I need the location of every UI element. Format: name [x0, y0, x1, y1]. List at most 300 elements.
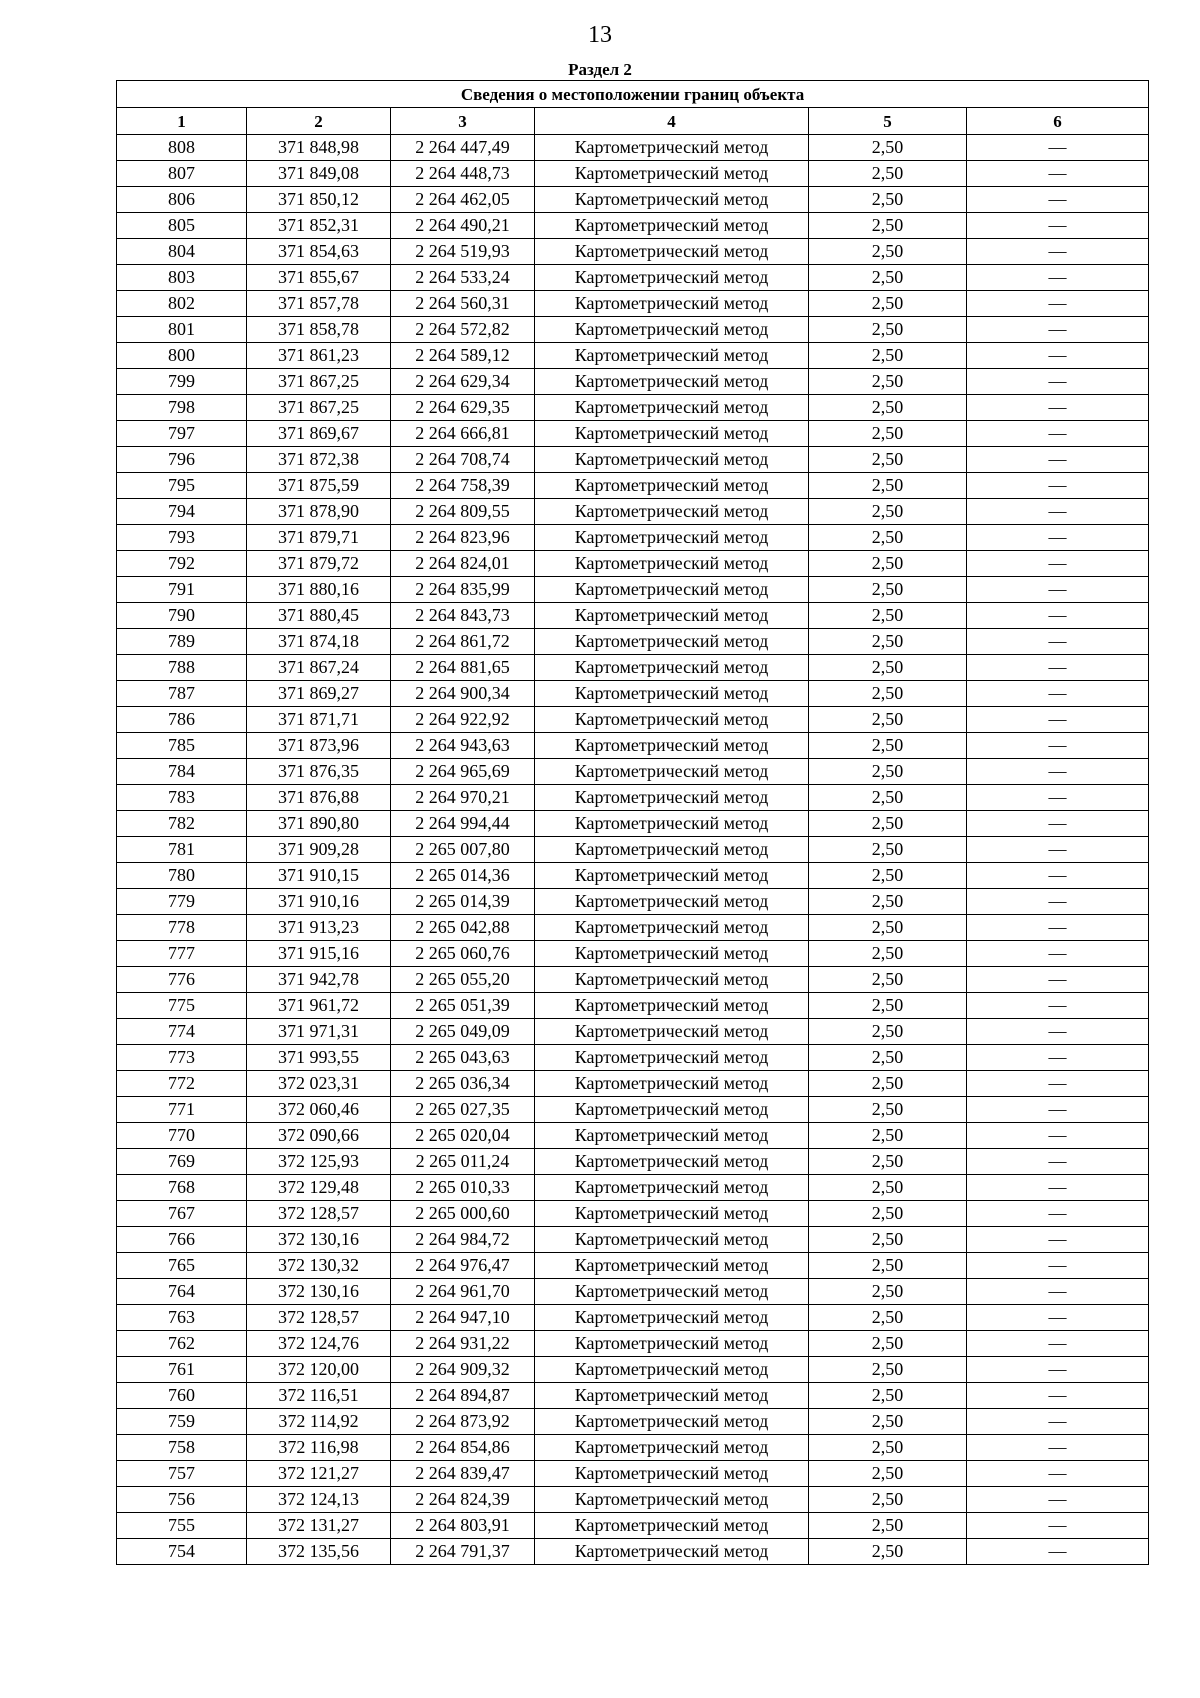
note-cell: — [967, 1201, 1149, 1227]
point-number-cell: 763 [117, 1305, 247, 1331]
y-coordinate-cell: 2 264 490,21 [391, 213, 535, 239]
point-number-cell: 778 [117, 915, 247, 941]
table-row [117, 681, 1149, 707]
note-cell: — [967, 1071, 1149, 1097]
table-row [117, 1123, 1149, 1149]
x-coordinate-cell: 371 849,08 [247, 161, 391, 187]
method-cell: Картометрический метод [535, 941, 809, 967]
table-row [117, 967, 1149, 993]
point-number-cell: 798 [117, 395, 247, 421]
method-cell: Картометрический метод [535, 889, 809, 915]
note-cell: — [967, 1175, 1149, 1201]
x-coordinate-cell: 371 879,72 [247, 551, 391, 577]
boundary-coordinates-table [116, 80, 1149, 1565]
point-number-cell: 773 [117, 1045, 247, 1071]
point-number-cell: 803 [117, 265, 247, 291]
table-caption-row [117, 81, 1149, 108]
note-cell: — [967, 1019, 1149, 1045]
accuracy-cell: 2,50 [809, 1123, 967, 1149]
table-row [117, 1305, 1149, 1331]
point-number-cell: 790 [117, 603, 247, 629]
point-number-cell: 772 [117, 1071, 247, 1097]
y-coordinate-cell: 2 264 519,93 [391, 239, 535, 265]
note-cell: — [967, 239, 1149, 265]
point-number-cell: 793 [117, 525, 247, 551]
table-row [117, 447, 1149, 473]
note-cell: — [967, 1227, 1149, 1253]
y-coordinate-cell: 2 264 843,73 [391, 603, 535, 629]
accuracy-cell: 2,50 [809, 655, 967, 681]
point-number-cell: 804 [117, 239, 247, 265]
table-row [117, 1071, 1149, 1097]
note-cell: — [967, 447, 1149, 473]
table-row [117, 239, 1149, 265]
y-coordinate-cell: 2 265 060,76 [391, 941, 535, 967]
point-number-cell: 771 [117, 1097, 247, 1123]
y-coordinate-cell: 2 265 011,24 [391, 1149, 535, 1175]
y-coordinate-cell: 2 264 894,87 [391, 1383, 535, 1409]
x-coordinate-cell: 372 023,31 [247, 1071, 391, 1097]
note-cell: — [967, 343, 1149, 369]
accuracy-cell: 2,50 [809, 135, 967, 161]
x-coordinate-cell: 371 871,71 [247, 707, 391, 733]
x-coordinate-cell: 371 910,15 [247, 863, 391, 889]
x-coordinate-cell: 371 876,88 [247, 785, 391, 811]
accuracy-cell: 2,50 [809, 161, 967, 187]
note-cell: — [967, 187, 1149, 213]
x-coordinate-cell: 371 880,16 [247, 577, 391, 603]
y-coordinate-cell: 2 264 447,49 [391, 135, 535, 161]
y-coordinate-cell: 2 264 666,81 [391, 421, 535, 447]
y-coordinate-cell: 2 265 000,60 [391, 1201, 535, 1227]
column-header: 5 [809, 108, 967, 135]
accuracy-cell: 2,50 [809, 395, 967, 421]
note-cell: — [967, 1487, 1149, 1513]
method-cell: Картометрический метод [535, 993, 809, 1019]
y-coordinate-cell: 2 265 055,20 [391, 967, 535, 993]
accuracy-cell: 2,50 [809, 551, 967, 577]
y-coordinate-cell: 2 265 007,80 [391, 837, 535, 863]
accuracy-cell: 2,50 [809, 785, 967, 811]
method-cell: Картометрический метод [535, 421, 809, 447]
y-coordinate-cell: 2 264 809,55 [391, 499, 535, 525]
y-coordinate-cell: 2 264 909,32 [391, 1357, 535, 1383]
table-row [117, 1357, 1149, 1383]
y-coordinate-cell: 2 264 589,12 [391, 343, 535, 369]
accuracy-cell: 2,50 [809, 1019, 967, 1045]
accuracy-cell: 2,50 [809, 1253, 967, 1279]
x-coordinate-cell: 371 913,23 [247, 915, 391, 941]
table-row [117, 1461, 1149, 1487]
y-coordinate-cell: 2 265 042,88 [391, 915, 535, 941]
table-row [117, 265, 1149, 291]
method-cell: Картометрический метод [535, 1045, 809, 1071]
accuracy-cell: 2,50 [809, 213, 967, 239]
method-cell: Картометрический метод [535, 1019, 809, 1045]
note-cell: — [967, 837, 1149, 863]
method-cell: Картометрический метод [535, 291, 809, 317]
y-coordinate-cell: 2 264 961,70 [391, 1279, 535, 1305]
x-coordinate-cell: 371 857,78 [247, 291, 391, 317]
method-cell: Картометрический метод [535, 395, 809, 421]
y-coordinate-cell: 2 265 014,39 [391, 889, 535, 915]
y-coordinate-cell: 2 264 839,47 [391, 1461, 535, 1487]
accuracy-cell: 2,50 [809, 1071, 967, 1097]
table-row [117, 525, 1149, 551]
x-coordinate-cell: 372 121,27 [247, 1461, 391, 1487]
y-coordinate-cell: 2 265 010,33 [391, 1175, 535, 1201]
point-number-cell: 769 [117, 1149, 247, 1175]
y-coordinate-cell: 2 265 014,36 [391, 863, 535, 889]
method-cell: Картометрический метод [535, 1123, 809, 1149]
y-coordinate-cell: 2 264 448,73 [391, 161, 535, 187]
point-number-cell: 766 [117, 1227, 247, 1253]
point-number-cell: 777 [117, 941, 247, 967]
accuracy-cell: 2,50 [809, 603, 967, 629]
x-coordinate-cell: 371 858,78 [247, 317, 391, 343]
method-cell: Картометрический метод [535, 1149, 809, 1175]
y-coordinate-cell: 2 264 629,34 [391, 369, 535, 395]
point-number-cell: 799 [117, 369, 247, 395]
x-coordinate-cell: 371 873,96 [247, 733, 391, 759]
accuracy-cell: 2,50 [809, 811, 967, 837]
table-row [117, 135, 1149, 161]
table-row [117, 1227, 1149, 1253]
table-row [117, 1279, 1149, 1305]
table-row [117, 941, 1149, 967]
table-row [117, 161, 1149, 187]
point-number-cell: 761 [117, 1357, 247, 1383]
accuracy-cell: 2,50 [809, 707, 967, 733]
accuracy-cell: 2,50 [809, 525, 967, 551]
x-coordinate-cell: 371 852,31 [247, 213, 391, 239]
method-cell: Картометрический метод [535, 577, 809, 603]
point-number-cell: 794 [117, 499, 247, 525]
x-coordinate-cell: 371 874,18 [247, 629, 391, 655]
table-row [117, 1201, 1149, 1227]
table-body [117, 135, 1149, 1565]
table-row [117, 629, 1149, 655]
table-row [117, 1409, 1149, 1435]
y-coordinate-cell: 2 264 823,96 [391, 525, 535, 551]
y-coordinate-cell: 2 264 533,24 [391, 265, 535, 291]
table-row [117, 317, 1149, 343]
point-number-cell: 762 [117, 1331, 247, 1357]
point-number-cell: 792 [117, 551, 247, 577]
method-cell: Картометрический метод [535, 603, 809, 629]
note-cell: — [967, 1539, 1149, 1565]
point-number-cell: 795 [117, 473, 247, 499]
column-header: 3 [391, 108, 535, 135]
accuracy-cell: 2,50 [809, 1539, 967, 1565]
x-coordinate-cell: 371 879,71 [247, 525, 391, 551]
x-coordinate-cell: 371 878,90 [247, 499, 391, 525]
accuracy-cell: 2,50 [809, 1383, 967, 1409]
method-cell: Картометрический метод [535, 161, 809, 187]
note-cell: — [967, 525, 1149, 551]
method-cell: Картометрический метод [535, 1383, 809, 1409]
x-coordinate-cell: 371 867,25 [247, 395, 391, 421]
table-row [117, 863, 1149, 889]
column-header: 6 [967, 108, 1149, 135]
x-coordinate-cell: 372 129,48 [247, 1175, 391, 1201]
point-number-cell: 802 [117, 291, 247, 317]
table-row [117, 889, 1149, 915]
table-row [117, 837, 1149, 863]
accuracy-cell: 2,50 [809, 1227, 967, 1253]
note-cell: — [967, 577, 1149, 603]
method-cell: Картометрический метод [535, 473, 809, 499]
accuracy-cell: 2,50 [809, 889, 967, 915]
accuracy-cell: 2,50 [809, 291, 967, 317]
note-cell: — [967, 1461, 1149, 1487]
accuracy-cell: 2,50 [809, 369, 967, 395]
method-cell: Картометрический метод [535, 1071, 809, 1097]
point-number-cell: 776 [117, 967, 247, 993]
note-cell: — [967, 889, 1149, 915]
method-cell: Картометрический метод [535, 343, 809, 369]
method-cell: Картометрический метод [535, 499, 809, 525]
point-number-cell: 785 [117, 733, 247, 759]
note-cell: — [967, 1357, 1149, 1383]
x-coordinate-cell: 371 867,24 [247, 655, 391, 681]
method-cell: Картометрический метод [535, 1331, 809, 1357]
table-row [117, 1539, 1149, 1565]
accuracy-cell: 2,50 [809, 1279, 967, 1305]
method-cell: Картометрический метод [535, 811, 809, 837]
x-coordinate-cell: 371 971,31 [247, 1019, 391, 1045]
section-title: Раздел 2 [568, 60, 632, 79]
method-cell: Картометрический метод [535, 1201, 809, 1227]
table-row [117, 1045, 1149, 1071]
point-number-cell: 755 [117, 1513, 247, 1539]
point-number-cell: 765 [117, 1253, 247, 1279]
point-number-cell: 787 [117, 681, 247, 707]
point-number-cell: 756 [117, 1487, 247, 1513]
accuracy-cell: 2,50 [809, 1461, 967, 1487]
point-number-cell: 805 [117, 213, 247, 239]
note-cell: — [967, 629, 1149, 655]
note-cell: — [967, 1305, 1149, 1331]
accuracy-cell: 2,50 [809, 447, 967, 473]
note-cell: — [967, 1097, 1149, 1123]
accuracy-cell: 2,50 [809, 1435, 967, 1461]
y-coordinate-cell: 2 265 027,35 [391, 1097, 535, 1123]
y-coordinate-cell: 2 264 462,05 [391, 187, 535, 213]
table-row [117, 343, 1149, 369]
table-row [117, 811, 1149, 837]
y-coordinate-cell: 2 264 803,91 [391, 1513, 535, 1539]
x-coordinate-cell: 371 909,28 [247, 837, 391, 863]
x-coordinate-cell: 372 090,66 [247, 1123, 391, 1149]
point-number-cell: 770 [117, 1123, 247, 1149]
note-cell: — [967, 1435, 1149, 1461]
column-header: 1 [117, 108, 247, 135]
method-cell: Картометрический метод [535, 317, 809, 343]
accuracy-cell: 2,50 [809, 681, 967, 707]
table-row [117, 369, 1149, 395]
method-cell: Картометрический метод [535, 135, 809, 161]
method-cell: Картометрический метод [535, 525, 809, 551]
point-number-cell: 779 [117, 889, 247, 915]
x-coordinate-cell: 371 855,67 [247, 265, 391, 291]
note-cell: — [967, 759, 1149, 785]
note-cell: — [967, 915, 1149, 941]
method-cell: Картометрический метод [535, 1487, 809, 1513]
accuracy-cell: 2,50 [809, 837, 967, 863]
method-cell: Картометрический метод [535, 239, 809, 265]
note-cell: — [967, 1253, 1149, 1279]
x-coordinate-cell: 372 128,57 [247, 1201, 391, 1227]
method-cell: Картометрический метод [535, 655, 809, 681]
method-cell: Картометрический метод [535, 1175, 809, 1201]
x-coordinate-cell: 371 942,78 [247, 967, 391, 993]
note-cell: — [967, 1409, 1149, 1435]
method-cell: Картометрический метод [535, 915, 809, 941]
x-coordinate-cell: 371 861,23 [247, 343, 391, 369]
x-coordinate-cell: 371 850,12 [247, 187, 391, 213]
accuracy-cell: 2,50 [809, 941, 967, 967]
x-coordinate-cell: 371 867,25 [247, 369, 391, 395]
point-number-cell: 775 [117, 993, 247, 1019]
table-row [117, 1331, 1149, 1357]
method-cell: Картометрический метод [535, 1435, 809, 1461]
point-number-cell: 784 [117, 759, 247, 785]
table-row [117, 1019, 1149, 1045]
y-coordinate-cell: 2 264 873,92 [391, 1409, 535, 1435]
table-row [117, 291, 1149, 317]
note-cell: — [967, 317, 1149, 343]
point-number-cell: 780 [117, 863, 247, 889]
method-cell: Картометрический метод [535, 707, 809, 733]
note-cell: — [967, 993, 1149, 1019]
table-row [117, 1253, 1149, 1279]
table-row [117, 499, 1149, 525]
accuracy-cell: 2,50 [809, 499, 967, 525]
note-cell: — [967, 603, 1149, 629]
x-coordinate-cell: 372 130,32 [247, 1253, 391, 1279]
table-row [117, 577, 1149, 603]
method-cell: Картометрический метод [535, 1357, 809, 1383]
method-cell: Картометрический метод [535, 1539, 809, 1565]
accuracy-cell: 2,50 [809, 1331, 967, 1357]
point-number-cell: 788 [117, 655, 247, 681]
accuracy-cell: 2,50 [809, 473, 967, 499]
method-cell: Картометрический метод [535, 967, 809, 993]
note-cell: — [967, 707, 1149, 733]
method-cell: Картометрический метод [535, 629, 809, 655]
x-coordinate-cell: 372 130,16 [247, 1279, 391, 1305]
point-number-cell: 759 [117, 1409, 247, 1435]
point-number-cell: 796 [117, 447, 247, 473]
table-row [117, 1435, 1149, 1461]
y-coordinate-cell: 2 265 049,09 [391, 1019, 535, 1045]
accuracy-cell: 2,50 [809, 915, 967, 941]
note-cell: — [967, 473, 1149, 499]
table-row [117, 733, 1149, 759]
accuracy-cell: 2,50 [809, 239, 967, 265]
note-cell: — [967, 681, 1149, 707]
x-coordinate-cell: 372 116,51 [247, 1383, 391, 1409]
accuracy-cell: 2,50 [809, 733, 967, 759]
y-coordinate-cell: 2 264 947,10 [391, 1305, 535, 1331]
table-row [117, 707, 1149, 733]
y-coordinate-cell: 2 264 922,92 [391, 707, 535, 733]
table-row [117, 759, 1149, 785]
method-cell: Картометрический метод [535, 1253, 809, 1279]
x-coordinate-cell: 372 130,16 [247, 1227, 391, 1253]
accuracy-cell: 2,50 [809, 1305, 967, 1331]
note-cell: — [967, 1123, 1149, 1149]
table-row [117, 187, 1149, 213]
x-coordinate-cell: 371 915,16 [247, 941, 391, 967]
point-number-cell: 783 [117, 785, 247, 811]
method-cell: Картометрический метод [535, 837, 809, 863]
table-row [117, 421, 1149, 447]
point-number-cell: 800 [117, 343, 247, 369]
accuracy-cell: 2,50 [809, 187, 967, 213]
method-cell: Картометрический метод [535, 681, 809, 707]
x-coordinate-cell: 371 880,45 [247, 603, 391, 629]
table-caption: Сведения о местоположении границ объекта [117, 81, 1149, 108]
note-cell: — [967, 213, 1149, 239]
note-cell: — [967, 369, 1149, 395]
y-coordinate-cell: 2 264 965,69 [391, 759, 535, 785]
method-cell: Картометрический метод [535, 1513, 809, 1539]
point-number-cell: 768 [117, 1175, 247, 1201]
accuracy-cell: 2,50 [809, 577, 967, 603]
y-coordinate-cell: 2 264 931,22 [391, 1331, 535, 1357]
y-coordinate-cell: 2 265 036,34 [391, 1071, 535, 1097]
y-coordinate-cell: 2 264 861,72 [391, 629, 535, 655]
y-coordinate-cell: 2 264 943,63 [391, 733, 535, 759]
accuracy-cell: 2,50 [809, 993, 967, 1019]
method-cell: Картометрический метод [535, 447, 809, 473]
x-coordinate-cell: 371 872,38 [247, 447, 391, 473]
x-coordinate-cell: 372 114,92 [247, 1409, 391, 1435]
method-cell: Картометрический метод [535, 1097, 809, 1123]
page-number: 13 [588, 22, 612, 48]
point-number-cell: 786 [117, 707, 247, 733]
y-coordinate-cell: 2 265 020,04 [391, 1123, 535, 1149]
table-row [117, 1383, 1149, 1409]
y-coordinate-cell: 2 265 043,63 [391, 1045, 535, 1071]
point-number-cell: 801 [117, 317, 247, 343]
x-coordinate-cell: 372 120,00 [247, 1357, 391, 1383]
x-coordinate-cell: 372 128,57 [247, 1305, 391, 1331]
method-cell: Картометрический метод [535, 369, 809, 395]
x-coordinate-cell: 372 135,56 [247, 1539, 391, 1565]
x-coordinate-cell: 371 961,72 [247, 993, 391, 1019]
note-cell: — [967, 1383, 1149, 1409]
table-row [117, 1175, 1149, 1201]
method-cell: Картометрический метод [535, 759, 809, 785]
note-cell: — [967, 1513, 1149, 1539]
x-coordinate-cell: 372 131,27 [247, 1513, 391, 1539]
y-coordinate-cell: 2 264 854,86 [391, 1435, 535, 1461]
x-coordinate-cell: 372 060,46 [247, 1097, 391, 1123]
accuracy-cell: 2,50 [809, 265, 967, 291]
y-coordinate-cell: 2 264 994,44 [391, 811, 535, 837]
method-cell: Картометрический метод [535, 213, 809, 239]
table-row [117, 603, 1149, 629]
x-coordinate-cell: 371 869,67 [247, 421, 391, 447]
table-row [117, 1149, 1149, 1175]
table-row [117, 1487, 1149, 1513]
accuracy-cell: 2,50 [809, 629, 967, 655]
x-coordinate-cell: 372 124,76 [247, 1331, 391, 1357]
note-cell: — [967, 655, 1149, 681]
